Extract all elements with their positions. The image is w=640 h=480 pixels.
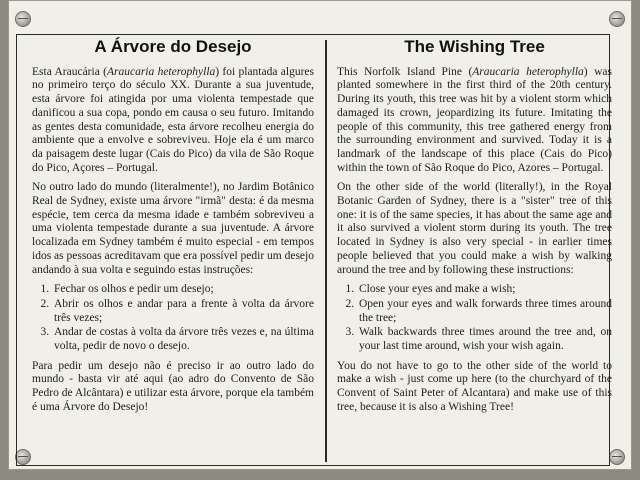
list-item: 1. Close your eyes and make a wish; xyxy=(357,283,612,297)
species-name: Araucaria heterophylla xyxy=(472,65,584,78)
portuguese-paragraph-3: Para pedir um desejo não é preciso ir ao outro lado do mundo - basta vir até aqui (ao adro do Convento de São Pedro de Alcântara) e utilizar esta árvore, porque ela também é uma Árvore do Desejo! xyxy=(32,359,314,413)
portuguese-column xyxy=(32,38,314,421)
screw-icon xyxy=(15,11,31,27)
list-item: 1. Fechar os olhos e pedir um desejo; xyxy=(52,283,314,297)
portuguese-paragraph-1: Esta Araucária (Araucaria heterophylla) foi plantada algures no primeiro terço do século XX. Durante a sua juventude, esta árvore foi atingida por uma violenta tempestade que danificou a sua copa, pondo em causa o seu futuro. Imitando as gentes desta comunidade, esta árvore recolheu energia do ambiente que a envolve e sobreviveu. Hoje ela é um marco da paisagem deste lugar (Cais do Pico) da vila de São Roque do Pico, Açores – Portugal. xyxy=(32,65,314,174)
portuguese-paragraph-2: No outro lado do mundo (literalmente!), no Jardim Botânico Real de Sydney, existe uma árvore "irmã" desta: é da mesma espécie, tem cerca da mesma idade e também sobreviveu a uma violenta tempestade durante a sua juventude. A árvore localizada em Sydney também é muito especial - em tempos idos as pessoas acreditavam que era possível pedir um desejo andando à sua volta e seguindo estas instruções: xyxy=(32,181,314,276)
english-paragraph-3: You do not have to go to the other side of the world to make a wish - just come up here (to the churchyard of the Convent of Saint Peter of Alcantara) and make use of this tree, because it is also a Wishing Tree! xyxy=(337,359,612,413)
english-column xyxy=(337,38,612,421)
portuguese-steps xyxy=(32,283,314,354)
list-item: 2. Abrir os olhos e andar para a frente à volta da árvore três vezes; xyxy=(52,298,314,325)
english-title: The Wishing Tree xyxy=(404,37,545,56)
species-name: Araucaria heterophylla xyxy=(106,65,216,78)
portuguese-title: A Árvore do Desejo xyxy=(94,37,252,56)
list-item: 2. Open your eyes and walk forwards three times around the tree; xyxy=(357,298,612,325)
english-steps xyxy=(337,283,612,354)
screw-icon xyxy=(609,11,625,27)
column-divider xyxy=(325,40,327,462)
english-paragraph-1: This Norfolk Island Pine (Araucaria heterophylla) was planted somewhere in the first third of the 20th century. During its youth, this tree was hit by a violent storm which damaged its crown, jeopardizing its future. Imitating the people of this community, this tree gathered energy from the surrounding environment and survived. Today it is a landmark of the landscape of this place (Cais do Pico) within the town of São Roque do Pico, Azores – Portugal. xyxy=(337,65,612,174)
english-paragraph-2: On the other side of the world (literally!), in the Royal Botanic Garden of Sydney, there is a "sister" tree of this one: it is of the same species, it has about the same age and it also survived a violent storm during its youth. The tree located in Sydney is also very special - in earlier times people believed that you could make a wish by walking around the tree and by following these instructions: xyxy=(337,181,612,276)
screw-icon xyxy=(609,449,625,465)
list-item: 3. Andar de costas à volta da árvore três vezes e, na última volta, pedir de novo o desejo. xyxy=(52,326,314,353)
list-item: 3. Walk backwards three times around the tree and, on your last time around, wish your wish again. xyxy=(357,326,612,353)
